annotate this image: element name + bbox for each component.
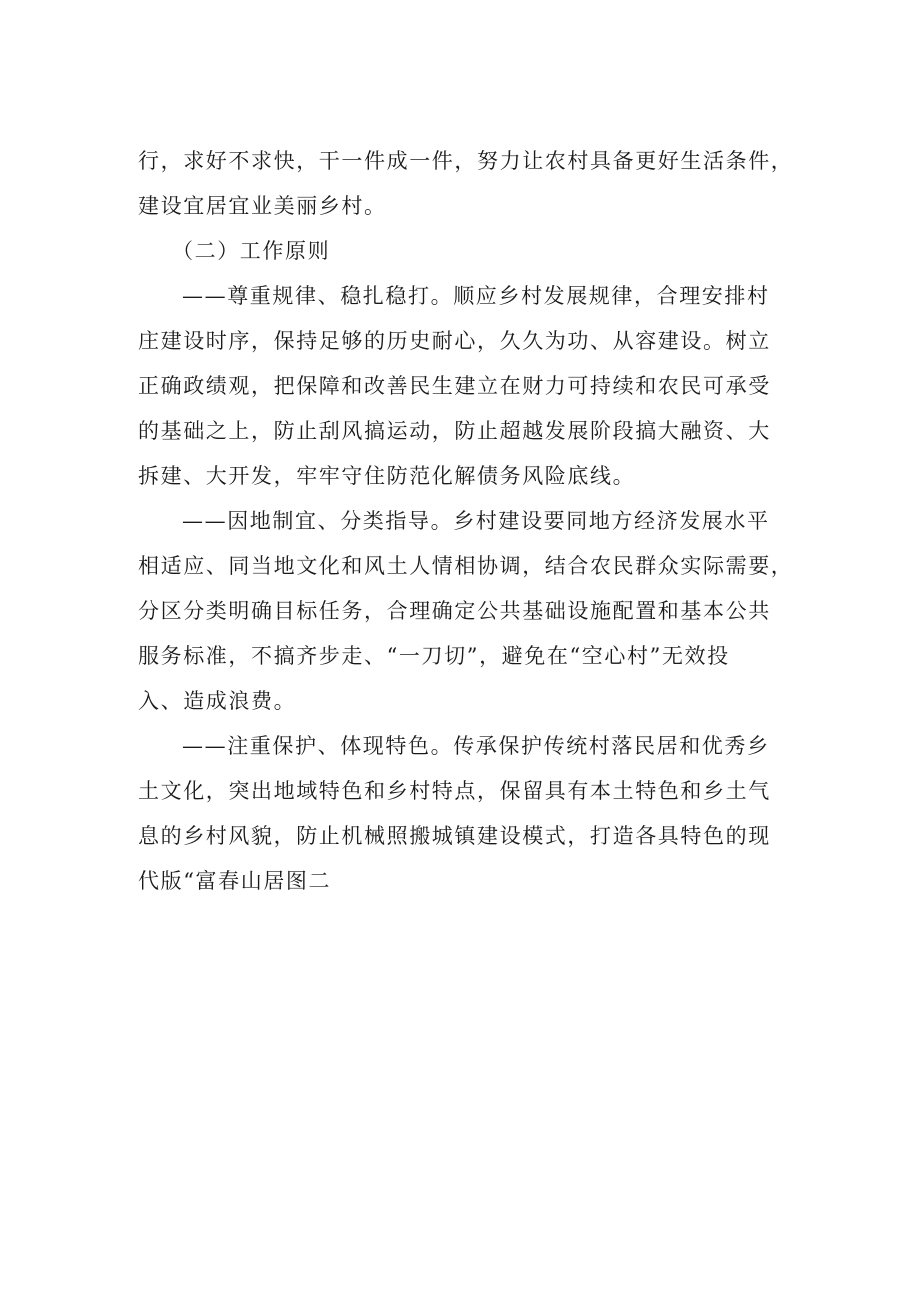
paragraph-line: 拆建、大开发，牢牢守住防范化解债务风险底线。 <box>138 464 636 488</box>
paragraph-line: ——尊重规律、稳扎稳打。顺应乡村发展规律，合理安排村 <box>182 284 770 308</box>
paragraph-line: ——注重保护、体现特色。传承保护传统村落民居和优秀乡 <box>182 734 770 758</box>
section-heading: （二）工作原则 <box>172 239 331 263</box>
principle-paragraph-2 <box>138 499 794 724</box>
paragraph-line: ——因地制宜、分类指导。乡村建设要同地方经济发展水平 <box>182 509 770 533</box>
paragraph-line: 入、造成浪费。 <box>138 689 297 713</box>
principle-paragraph-1 <box>138 274 790 499</box>
paragraph-line: 行，求好不求快，干一件成一件，努力让农村具备更好生活条件， <box>138 149 794 173</box>
paragraph-line: 的基础之上，防止刮风搞运动，防止超越发展阶段搞大融资、大 <box>138 419 771 443</box>
paragraph-line: 庄建设时序，保持足够的历史耐心，久久为功、从容建设。树立 <box>138 329 771 353</box>
intro-paragraph <box>138 139 794 229</box>
paragraph-line: 土文化，突出地域特色和乡村特点，保留具有本土特色和乡土气 <box>138 779 771 803</box>
principle-paragraph-3 <box>138 724 790 904</box>
paragraph-line: 建设宜居宜业美丽乡村。 <box>138 194 387 218</box>
paragraph-line: 正确政绩观，把保障和改善民生建立在财力可持续和农民可承受 <box>138 374 771 398</box>
paragraph-line: 分区分类明确目标任务，合理确定公共基础设施配置和基本公共 <box>138 599 771 623</box>
paragraph-line: 相适应、同当地文化和风土人情相协调，结合农民群众实际需要， <box>138 554 794 578</box>
paragraph-line: 服务标准，不搞齐步走、“一刀切”，避免在“空心村”无效投 <box>138 644 730 668</box>
document-body <box>138 139 794 904</box>
paragraph-line: 代版“富春山居图二 <box>138 869 332 893</box>
paragraph-line: 息的乡村风貌，防止机械照搬城镇建设模式，打造各具特色的现 <box>138 824 771 848</box>
